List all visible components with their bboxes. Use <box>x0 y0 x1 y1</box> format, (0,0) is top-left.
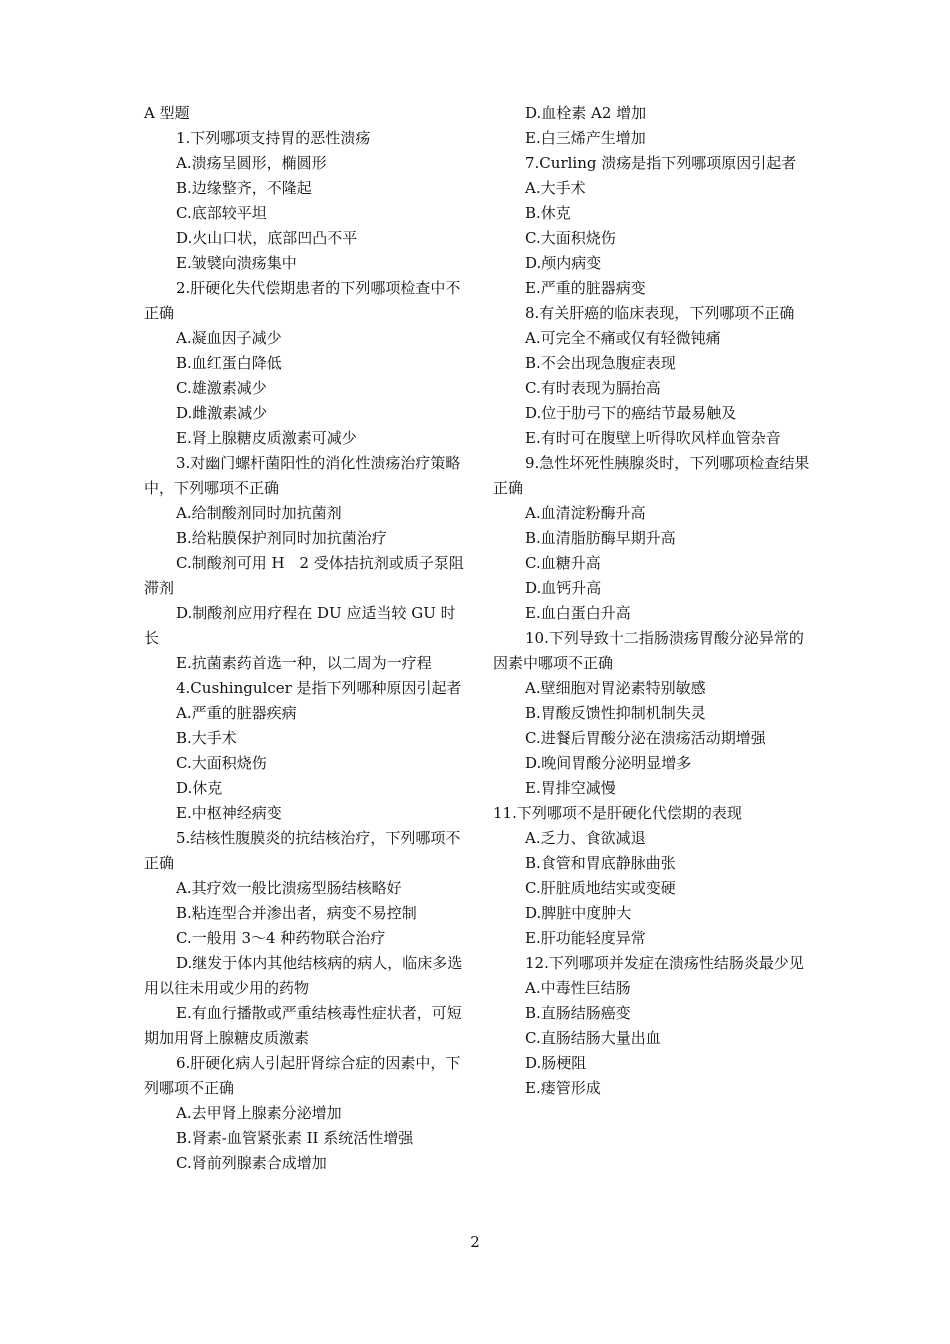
page-number: 2 <box>470 1233 480 1251</box>
answer-option: A.严重的脏器疾病 <box>176 704 297 722</box>
answer-option: C.一般用 3～4 种药物联合治疗 <box>176 929 386 947</box>
answer-option: A.可完全不痛或仅有轻微钝痛 <box>525 329 721 347</box>
question-text: 2.肝硬化失代偿期患者的下列哪项检查中不正确 <box>144 279 461 322</box>
answer-option: B.不会出现急腹症表现 <box>525 354 676 372</box>
answer-option: A.去甲肾上腺素分泌增加 <box>176 1104 342 1122</box>
answer-option: B.食管和胃底静脉曲张 <box>525 854 676 872</box>
answer-option: A.大手术 <box>525 179 586 197</box>
answer-option: B.给粘膜保护剂同时加抗菌治疗 <box>176 529 387 547</box>
answer-option: B.直肠结肠癌变 <box>525 1004 631 1022</box>
question-text: D.继发于体内其他结核病的病人，临床多选用以往未用或少用的药物 <box>144 954 463 997</box>
answer-option: D.颅内病变 <box>525 254 602 272</box>
answer-option: B.大手术 <box>176 729 237 747</box>
section-title: A 型题 <box>144 104 190 122</box>
answer-option: D.血栓素 A2 增加 <box>525 104 647 122</box>
answer-option: C.雄激素减少 <box>176 379 267 397</box>
question-text: 3.对幽门螺杆菌阳性的消化性溃疡治疗策略中，下列哪项不正确 <box>144 454 461 497</box>
answer-option: E.肾上腺糖皮质激素可减少 <box>176 429 357 447</box>
answer-option: C.底部较平坦 <box>176 204 267 222</box>
answer-option: D.休克 <box>176 779 223 797</box>
answer-option: E.血白蛋白升高 <box>525 604 631 622</box>
answer-option: D.雌激素减少 <box>176 404 268 422</box>
answer-option: D.晚间胃酸分泌明显增多 <box>525 754 692 772</box>
question-text: 12.下列哪项并发症在溃疡性结肠炎最少见 <box>525 954 804 972</box>
question-text: 5.结核性腹膜炎的抗结核治疗，下列哪项不正确 <box>144 829 461 872</box>
answer-option: E.肝功能轻度异常 <box>525 929 646 947</box>
answer-option: A.凝血因子减少 <box>176 329 282 347</box>
answer-option: E.抗菌素药首选一种，以二周为一疗程 <box>176 654 432 672</box>
answer-option: C.大面积烧伤 <box>176 754 267 772</box>
answer-option: B.休克 <box>525 204 571 222</box>
question-text: 7.Curling 溃疡是指下列哪项原因引起者 <box>525 154 797 172</box>
answer-option: D.脾脏中度肿大 <box>525 904 632 922</box>
answer-option: D.位于肋弓下的癌结节最易触及 <box>525 404 737 422</box>
answer-option: D.血钙升高 <box>525 579 602 597</box>
answer-option: A.其疗效一般比溃疡型肠结核略好 <box>176 879 402 897</box>
answer-option: E.瘘管形成 <box>525 1079 601 1097</box>
question-text: 4.Cushingulcer 是指下列哪种原因引起者 <box>176 679 462 697</box>
answer-option: E.严重的脏器病变 <box>525 279 646 297</box>
answer-option: B.肾素-血管紧张素 II 系统活性增强 <box>176 1129 414 1147</box>
answer-option: C.肾前列腺素合成增加 <box>176 1154 327 1172</box>
question-text: 8.有关肝癌的临床表现，下列哪项不正确 <box>525 304 795 322</box>
answer-option: E.白三烯产生增加 <box>525 129 646 147</box>
answer-option: C.大面积烧伤 <box>525 229 616 247</box>
answer-option: C.血糖升高 <box>525 554 601 572</box>
question-text: E.有血行播散或严重结核毒性症状者，可短期加用肾上腺糖皮质激素 <box>144 1004 462 1047</box>
answer-option: E.中枢神经病变 <box>176 804 282 822</box>
question-text: 11.下列哪项不是肝硬化代偿期的表现 <box>493 804 742 822</box>
question-text: 1.下列哪项支持胃的恶性溃疡 <box>176 129 371 147</box>
answer-option: E.胃排空减慢 <box>525 779 616 797</box>
answer-option: B.血红蛋白降低 <box>176 354 282 372</box>
answer-option: C.进餐后胃酸分泌在溃疡活动期增强 <box>525 729 766 747</box>
answer-option: C.直肠结肠大量出血 <box>525 1029 661 1047</box>
answer-option: A.给制酸剂同时加抗菌剂 <box>176 504 342 522</box>
answer-option: A.血清淀粉酶升高 <box>525 504 646 522</box>
answer-option: C.有时表现为膈抬高 <box>525 379 661 397</box>
answer-option: A.壁细胞对胃泌素特别敏感 <box>525 679 706 697</box>
answer-option: D.火山口状，底部凹凸不平 <box>176 229 358 247</box>
question-text: E.有时可在腹壁上听得吹风样血管杂音 <box>525 429 781 447</box>
answer-option: A.溃疡呈圆形，椭圆形 <box>176 154 327 172</box>
answer-option: B.粘连型合并渗出者，病变不易控制 <box>176 904 417 922</box>
answer-option: B.血清脂肪酶早期升高 <box>525 529 676 547</box>
answer-option: D.肠梗阻 <box>525 1054 587 1072</box>
question-text: D.制酸剂应用疗程在 DU 应适当较 GU 时长 <box>144 604 456 647</box>
answer-option: E.皱襞向溃疡集中 <box>176 254 297 272</box>
answer-option: A.乏力、食欲减退 <box>525 829 646 847</box>
answer-option: B.胃酸反馈性抑制机制失灵 <box>525 704 706 722</box>
answer-option: C.肝脏质地结实或变硬 <box>525 879 676 897</box>
right-column <box>493 101 813 1101</box>
question-text: 10.下列导致十二指肠溃疡胃酸分泌异常的因素中哪项不正确 <box>493 629 804 672</box>
question-text: 6.肝硬化病人引起肝肾综合症的因素中，下列哪项不正确 <box>144 1054 461 1097</box>
answer-option: B.边缘整齐，不隆起 <box>176 179 312 197</box>
answer-option: A.中毒性巨结肠 <box>525 979 631 997</box>
question-text: C.制酸剂可用 H 2 受体拮抗剂或质子泵阻滞剂 <box>144 554 464 597</box>
left-column <box>144 101 464 1176</box>
question-text: 9.急性坏死性胰腺炎时，下列哪项检查结果正确 <box>493 454 810 497</box>
